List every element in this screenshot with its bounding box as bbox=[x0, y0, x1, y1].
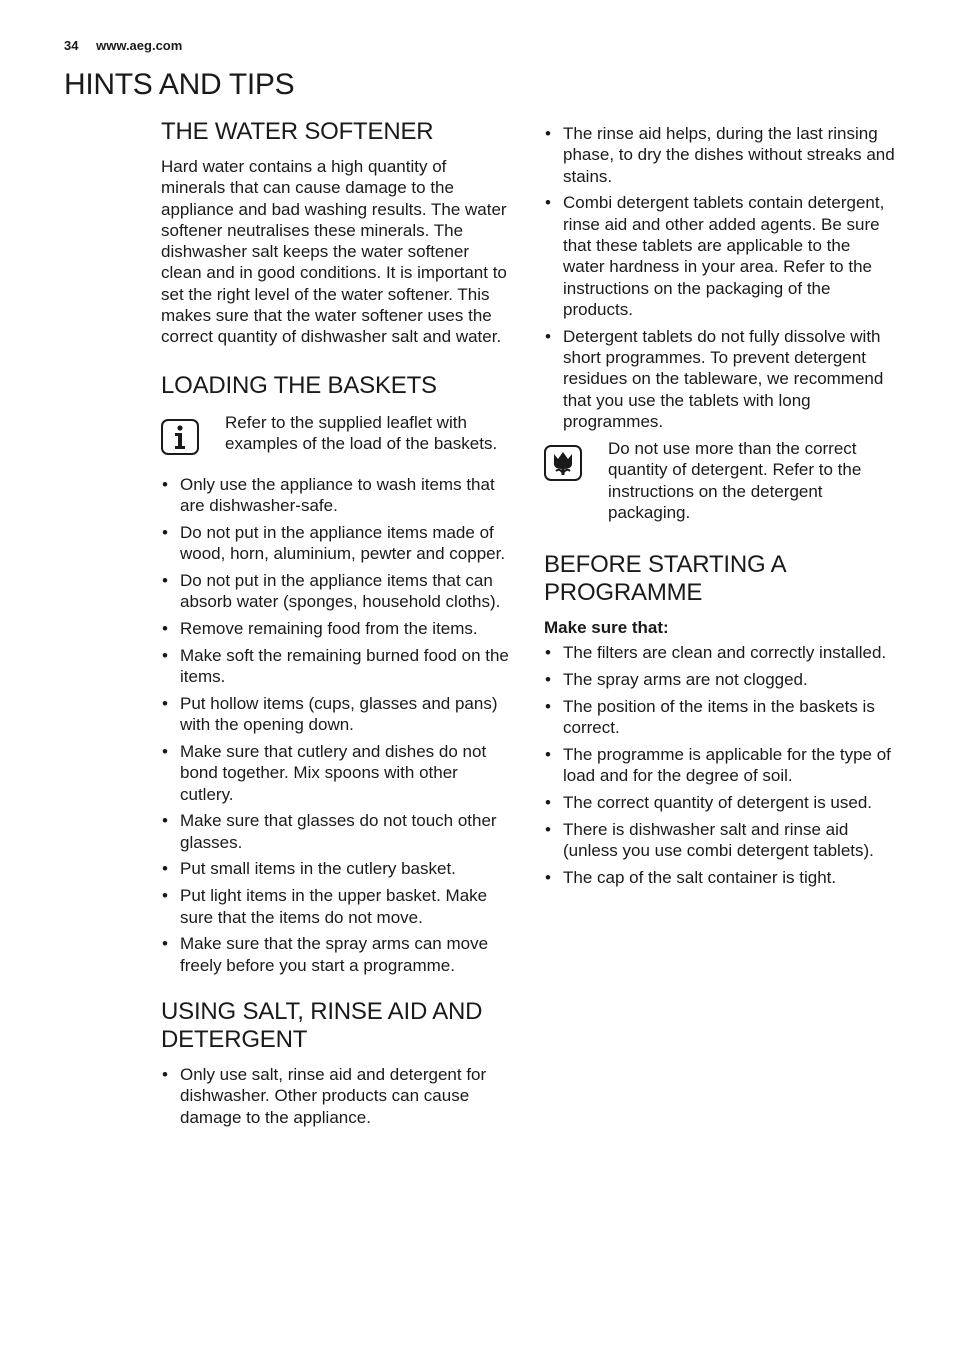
list-item: • Put light items in the upper basket. Make sure that the items do not move. bbox=[161, 885, 513, 928]
info-icon bbox=[161, 419, 199, 455]
salt-rinse-list bbox=[161, 1064, 513, 1128]
make-sure-label: Make sure that: bbox=[544, 618, 669, 638]
list-item: • Do not put in the appliance items that can absorb water (sponges, household cloths). bbox=[161, 570, 513, 613]
loading-baskets-section bbox=[161, 372, 513, 976]
info-note bbox=[161, 412, 513, 455]
page-header bbox=[64, 38, 182, 53]
list-item: • The programme is applicable for the type of load and for the degree of soil. bbox=[544, 744, 896, 787]
list-item: • There is dishwasher salt and rinse aid (unless you use combi detergent tablets). bbox=[544, 819, 896, 862]
list-item: • Put small items in the cutlery basket. bbox=[161, 858, 513, 879]
detergent-list bbox=[544, 123, 896, 432]
list-item: • The filters are clean and correctly installed. bbox=[544, 642, 896, 663]
before-start-list bbox=[544, 642, 896, 888]
list-item: • Make soft the remaining burned food on the items. bbox=[161, 645, 513, 688]
list-item: • Only use salt, rinse aid and detergent for dishwasher. Other products can cause damage to the appliance. bbox=[161, 1064, 513, 1128]
water-softener-heading: THE WATER SOFTENER bbox=[161, 118, 434, 145]
left-column bbox=[161, 118, 513, 1133]
environment-note-text: Do not use more than the correct quantity of detergent. Refer to the instructions on the detergent packaging. bbox=[608, 439, 862, 523]
environment-note bbox=[544, 438, 896, 523]
right-column bbox=[544, 123, 896, 894]
water-softener-section bbox=[161, 118, 513, 348]
list-item: • The correct quantity of detergent is used. bbox=[544, 792, 896, 813]
list-item: • Only use the appliance to wash items that are dishwasher-safe. bbox=[161, 474, 513, 517]
water-softener-text: Hard water contains a high quantity of minerals that can cause damage to the appliance and bad washing results. The water softener neutralises these minerals. The dishwasher salt keeps the water softener clean and in good conditions. It is important to set the right level of the water softener. This makes sure that the water softener uses the correct quantity of dishwasher salt and water. bbox=[161, 157, 507, 347]
list-item: • The spray arms are not clogged. bbox=[544, 669, 896, 690]
list-item: • Combi detergent tablets contain detergent, rinse aid and other added agents. Be sure that these tablets are applicable to the water hardness in your area. Refer to the instructions on the packaging of the products. bbox=[544, 192, 896, 320]
list-item: • Make sure that glasses do not touch other glasses. bbox=[161, 810, 513, 853]
before-start-heading: BEFORE STARTING A PROGRAMME bbox=[544, 551, 786, 607]
salt-rinse-section bbox=[161, 998, 513, 1128]
environment-icon bbox=[544, 445, 582, 481]
list-item: • Detergent tablets do not fully dissolve with short programmes. To prevent detergent residues on the tableware, we recommend that you use the tablets with long programmes. bbox=[544, 326, 896, 432]
loading-baskets-heading: LOADING THE BASKETS bbox=[161, 371, 437, 399]
before-start-section bbox=[544, 551, 896, 888]
salt-rinse-heading: USING SALT, RINSE AID AND DETERGENT bbox=[161, 997, 483, 1053]
page-title: HINTS AND TIPS bbox=[64, 68, 295, 101]
list-item: • The rinse aid helps, during the last rinsing phase, to dry the dishes without streaks and stains. bbox=[544, 123, 896, 187]
info-note-text: Refer to the supplied leaflet with examples of the load of the baskets. bbox=[225, 412, 498, 453]
list-item: • Make sure that the spray arms can move freely before you start a programme. bbox=[161, 933, 513, 976]
list-item: • Remove remaining food from the items. bbox=[161, 618, 513, 639]
page-number: 34 bbox=[64, 38, 79, 53]
list-item: • Put hollow items (cups, glasses and pans) with the opening down. bbox=[161, 693, 513, 736]
list-item: • Do not put in the appliance items made of wood, horn, aluminium, pewter and copper. bbox=[161, 522, 513, 565]
list-item: • The cap of the salt container is tight. bbox=[544, 867, 896, 888]
list-item: • The position of the items in the baskets is correct. bbox=[544, 696, 896, 739]
website-link[interactable]: www.aeg.com bbox=[96, 38, 183, 53]
loading-baskets-list bbox=[161, 474, 513, 976]
list-item: • Make sure that cutlery and dishes do not bond together. Mix spoons with other cutlery. bbox=[161, 741, 513, 805]
